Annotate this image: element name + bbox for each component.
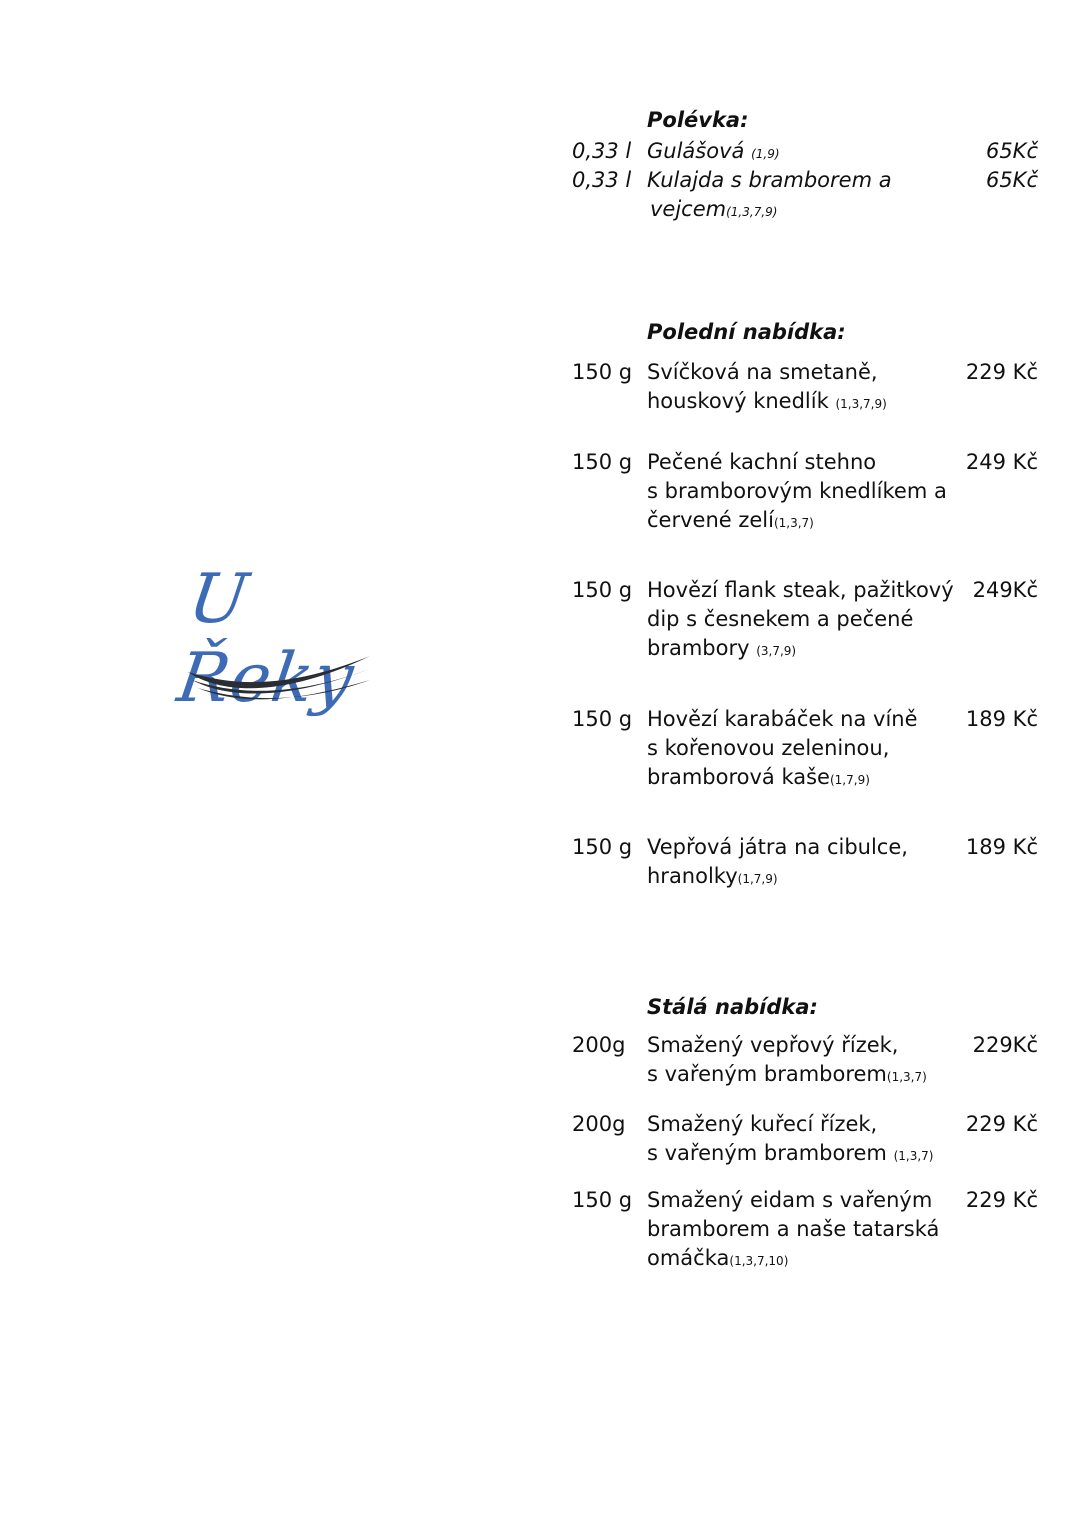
item-price: 249 Kč	[965, 450, 1038, 474]
item-quantity: 150 g	[572, 1188, 633, 1212]
item-name-line: Smažený vepřový řízek,	[647, 1033, 899, 1057]
item-name-line: Smažený kuřecí řízek,	[647, 1112, 878, 1136]
item-quantity: 150 g	[572, 835, 633, 859]
item-name-line: vejcem	[650, 197, 727, 221]
item-name	[647, 576, 954, 666]
item-name-line: s bramborovým knedlíkem a	[647, 479, 947, 503]
menu-item	[572, 1186, 1042, 1286]
menu-item	[572, 705, 1042, 805]
item-quantity: 150 g	[572, 578, 633, 602]
item-name-line: Smažený eidam s vařeným	[647, 1188, 933, 1212]
item-name-line: brambory	[647, 636, 750, 660]
item-quantity: 200g	[572, 1033, 626, 1057]
item-name-line: Gulášová	[647, 139, 745, 163]
item-price: 229 Kč	[965, 360, 1038, 384]
item-name-line: houskový knedlík	[647, 389, 829, 413]
item-price: 229Kč	[972, 1033, 1038, 1057]
menu-item	[572, 166, 1042, 266]
item-name-line: s kořenovou zeleninou,	[647, 736, 890, 760]
restaurant-logo	[172, 560, 380, 718]
item-name	[647, 137, 937, 169]
item-name-line: červené zelí	[647, 508, 774, 532]
section-title-permanent: Stálá nabídka:	[647, 995, 818, 1019]
item-name-line: hranolky	[647, 864, 738, 888]
item-allergens: (1,3,7,10)	[729, 1254, 789, 1268]
item-price: 189 Kč	[965, 835, 1038, 859]
menu-item	[572, 833, 1042, 933]
item-name-line: Svíčková na smetaně,	[647, 360, 878, 384]
item-name	[647, 705, 937, 795]
item-allergens: (1,3,7,9)	[835, 397, 887, 411]
item-name	[647, 166, 937, 227]
item-name-line: s vařeným bramborem	[647, 1141, 887, 1165]
item-name	[647, 833, 937, 894]
logo-text: U Řeky	[172, 560, 360, 718]
item-allergens: (1,3,7)	[773, 516, 814, 530]
item-name-line: Pečené kachní stehno	[647, 450, 877, 474]
item-allergens: (1,3,7,9)	[726, 205, 778, 219]
item-allergens: (1,9)	[751, 147, 780, 161]
item-price: 229 Kč	[965, 1188, 1038, 1212]
item-name	[647, 1110, 937, 1171]
item-price: 65Kč	[985, 168, 1038, 192]
menu-item	[572, 576, 1042, 676]
item-name-line: Kulajda s bramborem a	[647, 168, 892, 192]
item-name-line: Hovězí karabáček na víně	[647, 707, 918, 731]
item-quantity: 0,33 l	[572, 139, 632, 163]
menu-item	[572, 448, 1042, 548]
item-allergens: (3,7,9)	[756, 644, 797, 658]
item-name	[647, 448, 947, 538]
item-price: 189 Kč	[965, 707, 1038, 731]
menu-item	[572, 358, 1042, 458]
item-name	[647, 1186, 940, 1276]
item-name-line: bramborová kaše	[647, 765, 830, 789]
item-quantity: 150 g	[572, 360, 633, 384]
item-allergens: (1,7,9)	[829, 773, 870, 787]
item-allergens: (1,3,7)	[893, 1149, 934, 1163]
item-quantity: 150 g	[572, 707, 633, 731]
item-price: 249Kč	[972, 578, 1038, 602]
item-price: 65Kč	[985, 139, 1038, 163]
item-quantity: 200g	[572, 1112, 626, 1136]
item-quantity: 150 g	[572, 450, 633, 474]
item-quantity: 0,33 l	[572, 168, 632, 192]
item-name-line: dip s česnekem a pečené	[647, 607, 914, 631]
item-name	[647, 1031, 937, 1092]
item-allergens: (1,3,7)	[886, 1070, 927, 1084]
item-name-line: Hovězí flank steak, pažitkový	[647, 578, 954, 602]
section-title-soup: Polévka:	[647, 108, 749, 132]
item-name-line: Vepřová játra na cibulce,	[647, 835, 908, 859]
item-name	[647, 358, 937, 419]
item-name-line: s vařeným bramborem	[647, 1062, 887, 1086]
item-name-line: omáčka	[647, 1246, 730, 1270]
wave-icon	[180, 650, 380, 710]
item-name-line: bramborem a naše tatarská	[647, 1217, 940, 1241]
section-title-lunch: Polední nabídka:	[647, 320, 846, 344]
item-allergens: (1,7,9)	[737, 872, 778, 886]
item-price: 229 Kč	[965, 1112, 1038, 1136]
